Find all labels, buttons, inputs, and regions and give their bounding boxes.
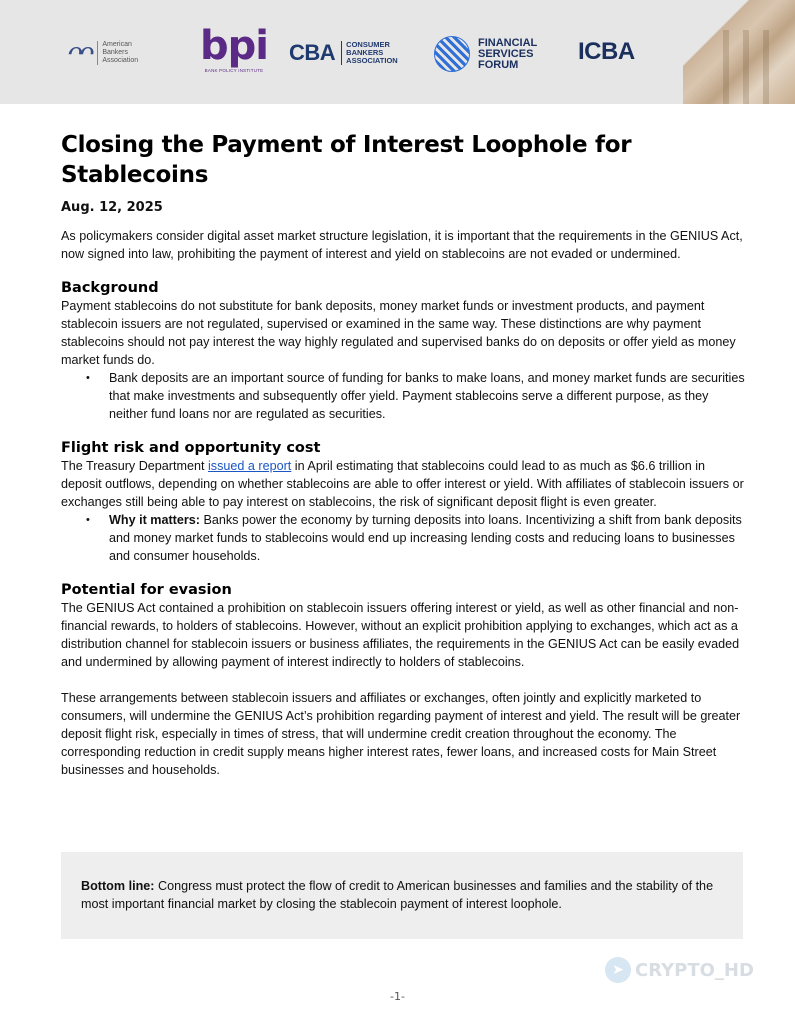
evasion-heading: Potential for evasion [61,582,232,598]
page-title: Closing the Payment of Interest Loophole for Stablecoins [61,132,632,188]
why-it-matters-label: Why it matters: [109,513,200,527]
bottom-line-text: Bottom line: Congress must protect the flow of credit to American businesses and families and the stability of the most important financial market by closing the stablecoin payment of interest loophole. [81,879,714,911]
cba-logo-line: ASSOCIATION [346,56,398,65]
aba-logo-line: Association [102,57,139,64]
page-number: -1- [390,990,405,1003]
flight-risk-heading: Flight risk and opportunity cost [61,440,321,456]
background-list [61,369,745,423]
aba-logo-line: American [102,41,132,48]
cba-logo-line: CONSUMER [346,40,390,49]
logo-header [0,0,795,104]
background-paragraph: Payment stablecoins do not substitute for bank deposits, money market funds or investment products, and payment stablecoin issuers are not regulated, supervised or examined in the same way. These distinctions are why payment stablecoins should not pay interest the way highly regulated and supervised banks do on deposits or offer yield as money market funds do. [61,299,736,367]
bpi-logo [200,23,268,73]
flight-risk-list [61,511,745,565]
fsf-logo-line: SERVICES [478,47,534,60]
bottom-line-label: Bottom line: [81,879,155,893]
publication-date: Aug. 12, 2025 [61,200,163,215]
aba-logo [66,38,138,68]
bottom-line-callout [61,852,743,939]
flight-risk-paragraph: The Treasury Department issued a report in April estimating that stablecoins could lead to as much as $6.6 trillion in deposit outflows, depending on whether stablecoins are able to offer interest or yield. With affiliates of stablecoin issuers or exchanges still being able to pay interest on stablecoins, the risk of significant deposit flight is even greater. [61,459,744,509]
icba-logo [578,38,635,66]
bpi-logo-subtitle: BANK POLICY INSTITUTE [204,68,264,73]
telegram-icon: ➤ [605,957,631,983]
treasury-report-link[interactable]: issued a report [208,459,292,473]
watermark-text: CRYPTO_HD [635,959,754,981]
aba-logo-line: Bankers [102,49,128,56]
watermark [605,957,754,983]
icba-logo-word: ICBA [578,38,635,65]
arrangements-paragraph: These arrangements between stablecoin issuers and affiliates or exchanges, often jointly and explicitly marketed to consumers, will undermine the GENIUS Act’s prohibition regarding payment of interest and yield. The result will be greater deposit flight risk, especially in times of stress, that will undermine credit creation throughout the economy. The corresponding reduction in credit supply means higher interest rates, fewer loans, and increased costs for Main Street businesses and households. [61,691,741,777]
fsf-logo-line: FORUM [478,58,519,71]
evasion-paragraph: The GENIUS Act contained a prohibition on stablecoin issuers offering interest or yield, as well as other financial and non-financial rewards, to holders of stablecoins. However, without an explicit prohibition applying to exchanges, which act as a distribution channel for stablecoin issuers or business affiliates, the requirements in the GENIUS Act can be easily evaded and undermined by allowing payment of interest indirectly to holders of stablecoins. [61,601,740,669]
globe-icon [434,36,470,72]
fsf-logo [434,36,537,72]
cba-logo-line: BANKERS [346,48,384,57]
list-item: • Bank deposits are an important source of funding for banks to make loans, and money market funds are securities that make investments and subsequently offer yield. Payment stablecoins serve a different purpose, as they neither fund loans nor are regulated as securities. [109,369,745,423]
bpi-logo-word: bpi [200,23,268,69]
fsf-logo-line: FINANCIAL [478,36,538,49]
cba-logo [289,40,398,66]
intro-paragraph: As policymakers consider digital asset market structure legislation, it is important that the requirements in the GENIUS Act, now signed into law, prohibiting the payment of interest and yield on stablecoins are not evaded or undermined. [61,229,743,261]
document-body [61,130,745,779]
list-item: • Why it matters: Banks power the economy by turning deposits into loans. Incentivizing a shift from bank deposits and money market funds to stablecoins would end up increasing lending costs and reducing loans to businesses and consumer households. [109,511,745,565]
cba-logo-word: CBA [289,40,336,65]
aba-mark-icon: ᴖᴖ [66,38,90,68]
column-image [683,0,795,104]
background-heading: Background [61,280,159,296]
